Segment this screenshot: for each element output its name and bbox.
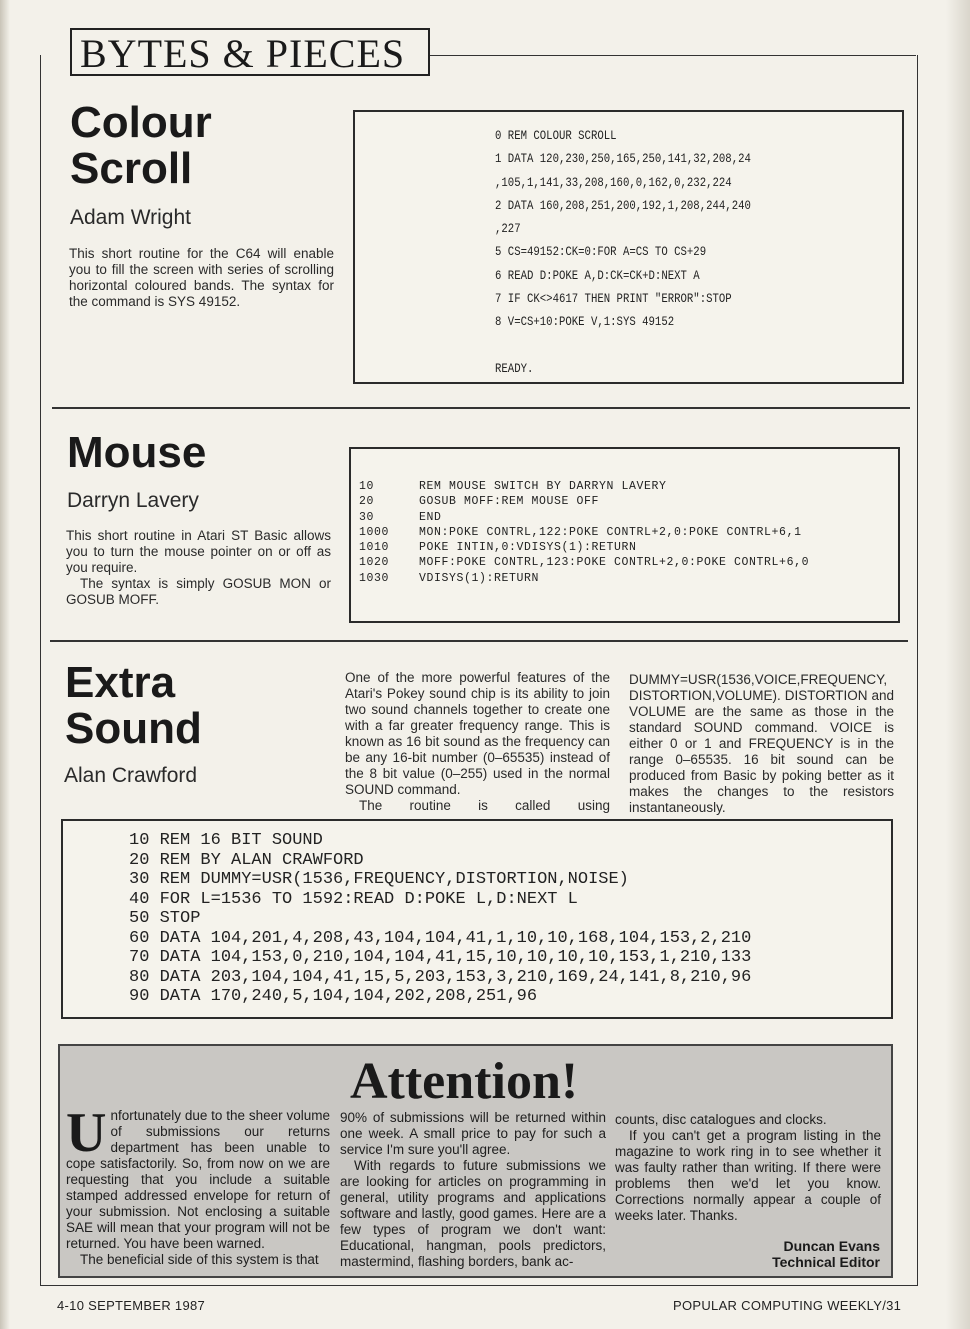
code-line: 20 REM BY ALAN CRAWFORD: [129, 850, 364, 870]
header-rule: [428, 55, 916, 56]
article-title-line: Sound: [65, 704, 202, 753]
signature-name: Duncan Evans: [783, 1238, 880, 1254]
signature-role: Technical Editor: [772, 1254, 880, 1270]
code-lines: [129, 831, 751, 1007]
attention-column-2: [340, 1110, 606, 1270]
code-line: 60 DATA 104,201,4,208,43,104,104,41,1,10,10,168,104,153,2,210: [129, 928, 752, 948]
attention-paragraph: 90% of submissions will be returned within one week. A small price to pay for such a service I'm sure you'll agree.: [340, 1110, 606, 1157]
article-author: Adam Wright: [70, 206, 191, 229]
code-line: 1020 MOFF:POKE CONTRL,123:POKE CONTRL+2,0:POKE CONTRL+6,0: [359, 556, 810, 570]
page-spine-shadow: [0, 0, 10, 1329]
article-body: This short routine for the C64 will enable you to fill the screen with series of scrolling horizontal coloured bands. The syntax for the command is SYS 49152.: [69, 246, 334, 309]
attention-title: Attention!: [350, 1053, 579, 1110]
code-line: 6 READ D:POKE A,D:CK=CK+D:NEXT A: [495, 267, 700, 283]
section-divider: [52, 407, 910, 409]
attention-paragraph: nfortunately due to the sheer volume of submissions our returns department has been unable to cope satisfactorily. So, from now on we are requesting that you include a suitable stamped addressed envelope for return of your submission. Not enclosing a suitable SAE will mean that your program will not be returned. You have been warned.: [66, 1108, 330, 1251]
code-listing-mouse: [349, 447, 900, 623]
code-line: 50 STOP: [129, 909, 201, 928]
code-line: 70 DATA 104,153,0,210,104,104,41,15,10,10,10,10,153,1,210,133: [129, 948, 752, 967]
attention-paragraph: With regards to future submissions we are looking for articles on programming in general, utility programs and applications software and lastly, good games. Here are a few types of program we don't want: Educational, hangman, pools predictors, mastermind, flashing borders, bank ac-: [340, 1158, 606, 1269]
code-listing-colour-scroll: [353, 110, 904, 384]
article-title-line: Extra: [65, 658, 176, 707]
code-line: [495, 334, 751, 357]
code-line: READY.: [495, 360, 534, 376]
article-title-line: Scroll: [70, 144, 193, 193]
article-extra-sound-heading: [65, 660, 202, 752]
article-author: Alan Crawford: [64, 764, 198, 787]
code-line: 30 END: [359, 510, 442, 524]
code-lines: [495, 124, 751, 380]
code-line: 1000 MON:POKE CONTRL,122:POKE CONTRL+2,0:POKE CONTRL+6,1: [359, 525, 802, 539]
attention-paragraph: counts, disc catalogues and clocks.: [615, 1112, 827, 1127]
attention-signature: [690, 1238, 880, 1270]
code-line: 7 IF CK<>4617 THEN PRINT "ERROR":STOP: [495, 291, 732, 307]
code-line: ,105,1,141,33,208,160,0,162,0,232,224: [495, 174, 732, 190]
article-title-line: Colour: [70, 98, 212, 147]
article-column-1: [345, 670, 610, 814]
article-author: Darryn Lavery: [67, 489, 199, 512]
footer-date: 4-10 SEPTEMBER 1987: [57, 1298, 206, 1313]
code-line: 0 REM COLOUR SCROLL: [495, 128, 617, 143]
code-line: 20 GOSUB MOFF:REM MOUSE OFF: [359, 495, 600, 509]
attention-column-1: [66, 1102, 330, 1268]
code-line: 40 FOR L=1536 TO 1592:READ D:POKE L,D:NEXT L: [129, 889, 578, 909]
article-paragraph: One of the more powerful features of the Atari's Pokey sound chip is its ability to join two sound channels together to create one with a far greater frequency range. This is known as 16 bit sound as the frequency can be any 16-bit number (0–65535) instead of the 8 bit value (0–255) used in the normal SOUND command.: [345, 670, 610, 797]
article-paragraph: The routine is called using: [359, 798, 610, 813]
drop-cap: U: [66, 1102, 107, 1164]
article-paragraph: The syntax is simply GOSUB MON or GOSUB MOFF.: [66, 576, 331, 607]
article-title: Mouse: [67, 428, 207, 477]
code-line: 2 DATA 160,208,251,200,192,1,208,244,240: [495, 197, 751, 213]
article-body: [66, 528, 331, 608]
article-colour-scroll-heading: [70, 100, 212, 192]
code-line: 30 REM DUMMY=USR(1536,FREQUENCY,DISTORTION,NOISE): [129, 870, 629, 889]
code-line: 5 CS=49152:CK=0:FOR A=CS TO CS+29: [495, 244, 707, 260]
code-listing-extra-sound: [61, 819, 893, 1019]
code-line: 1030 VDISYS(1):RETURN: [359, 571, 540, 585]
code-line: 10 REM 16 BIT SOUND: [129, 831, 323, 850]
page-edge-shadow: [946, 0, 970, 1329]
code-lines: [359, 479, 809, 586]
code-line: 10 REM MOUSE SWITCH BY DARRYN LAVERY: [359, 480, 667, 493]
code-line: 80 DATA 203,104,104,41,15,5,203,153,3,210,169,24,141,8,210,96: [129, 967, 752, 987]
footer-publication: POPULAR COMPUTING WEEKLY/31: [673, 1298, 902, 1313]
code-line: 1010 POKE INTIN,0:VDISYS(1):RETURN: [359, 541, 637, 555]
section-divider: [50, 640, 908, 642]
section-title: BYTES & PIECES: [80, 31, 406, 76]
code-line: ,227: [495, 221, 521, 237]
code-line: 8 V=CS+10:POKE V,1:SYS 49152: [495, 314, 675, 330]
attention-paragraph: If you can't get a program listing in the magazine to work ring in to see whether it was faulty rather than writing. If there were problems then we'd let you know. Corrections normally appear a couple of weeks later. Thanks.: [615, 1128, 881, 1223]
attention-column-3: [615, 1112, 881, 1224]
attention-paragraph: The beneficial side of this system is that: [80, 1252, 319, 1267]
article-paragraph: This short routine in Atari ST Basic allows you to turn the mouse pointer on or off as you require.: [66, 528, 331, 575]
code-line: 1 DATA 120,230,250,165,250,141,32,208,24: [495, 151, 751, 167]
article-column-2: DUMMY=USR(1536,VOICE,FREQUENCY, DISTORTION,VOLUME). DISTORTION and VOLUME are the same as those in the standard SOUND command. VOICE is either 0 or 1 and FREQUENCY is in the range 0–65535. 16 bit sound can be produced from Basic by poking better as it makes the changes to the resistors instantaneously.: [629, 672, 894, 815]
code-line: 90 DATA 170,240,5,104,104,202,208,251,96: [129, 987, 538, 1006]
